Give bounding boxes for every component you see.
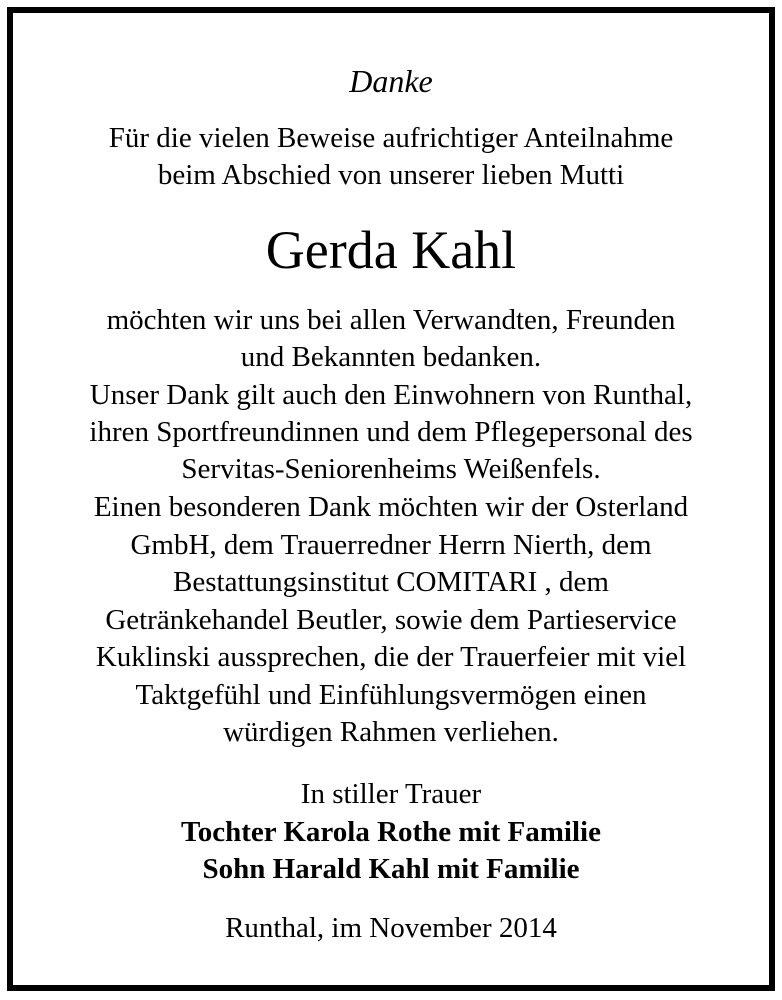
body-line: Einen besonderen Dank möchten wir der Osterland <box>93 491 689 523</box>
signatory-line: Tochter Karola Rothe mit Familie <box>181 816 601 848</box>
body-line: möchten wir uns bei allen Verwandten, Freunden <box>106 304 676 336</box>
body-line: Taktgefühl und Einfühlungsvermögen einen <box>135 679 647 711</box>
body-line: Unser Dank gilt auch den Einwohnern von Runthal, <box>89 379 693 411</box>
deceased-name: Gerda Kahl <box>265 220 517 280</box>
body-line: ihren Sportfreundinnen und dem Pflegepersonal des <box>89 416 693 448</box>
body-line: Bestattungsinstitut COMITARI , dem <box>173 566 609 598</box>
signatory-line: Sohn Harald Kahl mit Familie <box>202 853 580 885</box>
body-line: Getränkehandel Beutler, sowie dem Partieservice <box>105 604 677 636</box>
notice-content <box>13 13 769 985</box>
body-line: und Bekannten bedanken. <box>240 341 542 373</box>
notice-card <box>7 7 775 991</box>
body-line: Servitas-Seniorenheims Weißenfels. <box>181 453 601 485</box>
intro-line: Für die vielen Beweise aufrichtiger Anteilnahme <box>108 122 674 154</box>
intro-line: beim Abschied von unserer lieben Mutti <box>157 159 625 191</box>
notice-heading: Danke <box>349 63 433 99</box>
place-date: Runthal, im November 2014 <box>225 912 557 944</box>
body-line: würdigen Rahmen verliehen. <box>223 716 559 748</box>
mourning-line: In stiller Trauer <box>300 778 482 810</box>
body-line: Kuklinski aussprechen, die der Trauerfeier mit viel <box>95 641 687 673</box>
body-line: GmbH, dem Trauerredner Herrn Nierth, dem <box>130 529 652 561</box>
